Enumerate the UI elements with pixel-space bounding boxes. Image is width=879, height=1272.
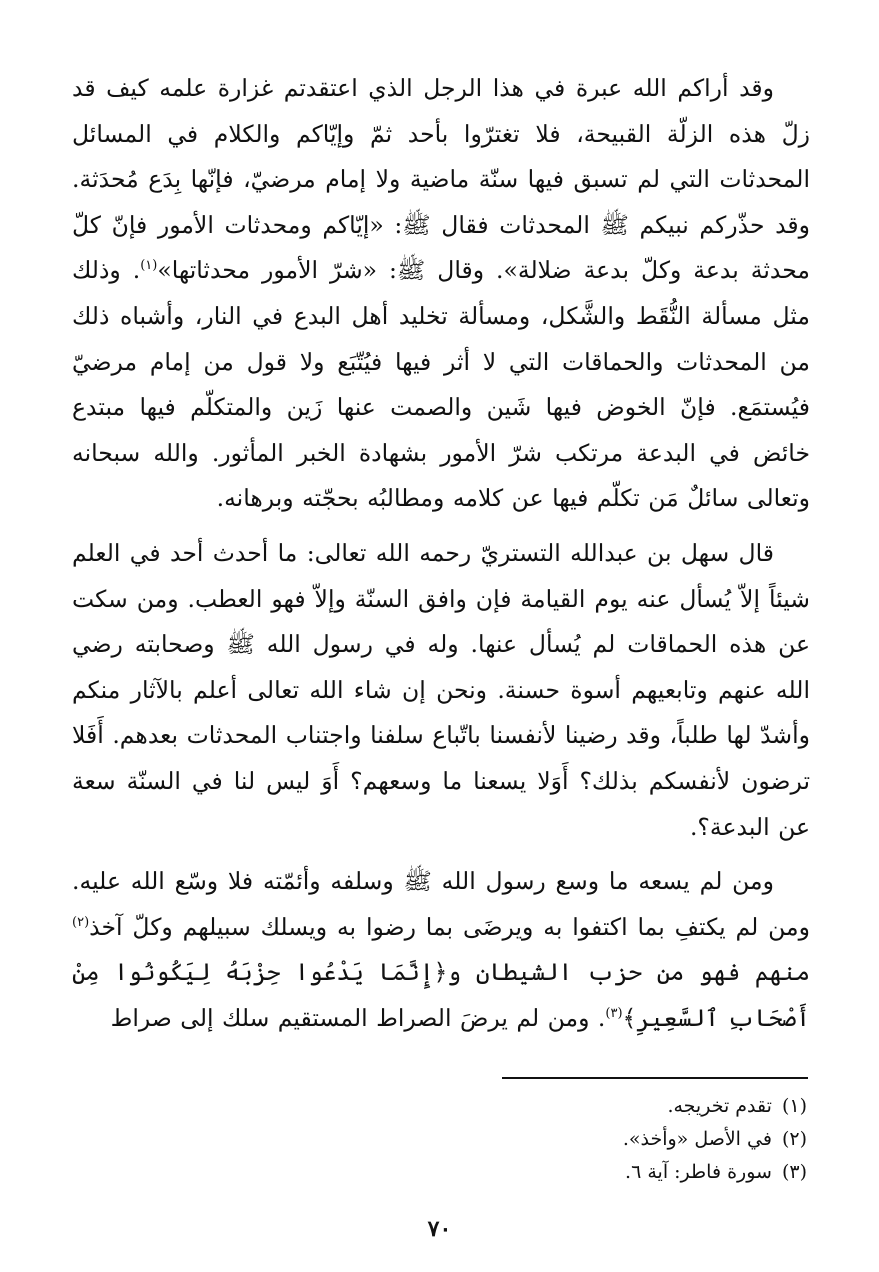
paragraph-3-text-after: . ومن لم يرضَ الصراط المستقيم سلك إلى صراط	[110, 1003, 606, 1032]
paragraph-3-text: ومن لم يسعه ما وسع رسول الله ﷺ وسلفه وأئمّته فلا وسّع الله عليه. ومن لم يكتفِ بما اكتفوا به ويرضَى بما رضوا به ويسلك سبيلهم وكلّ آخذ	[72, 867, 810, 941]
footnote-ref-1[interactable]: (١)	[140, 258, 158, 274]
footnote-3-text: سورة فاطر: آية ٦.	[625, 1161, 772, 1183]
paragraph-2-text: قال سهل بن عبدالله التستريّ رحمه الله تعالى: ما أحدث أحد في العلم شيئاً إلاّ يُسأل عنه يوم القيامة فإن وافق السنّة وإلاّ فهو العطب. ومن سكت عن هذه الحماقات لم يُسأل عنها. وله في رسول الله ﷺ وصحابته رضي الله عنهم وتابعيهم أسوة حسنة. ونحن إن شاء الله تعالى أعلم بالآثار منكم وأشدّ لها طلباً، وقد رضينا لأنفسنا باتّباع سلفنا واجتناب المحدثات بعدهم. أَفَلا ترضون لأنفسكم بذلك؟ أَوَلا يسعنا ما وسعهم؟ أَوَ ليس لنا في السنّة سعة عن البدعة؟.	[72, 538, 810, 841]
footnote-2	[387, 1123, 807, 1156]
paragraph-3	[72, 859, 810, 1041]
paragraph-2	[72, 531, 810, 850]
footnote-ref-3[interactable]: (٣)	[605, 1006, 623, 1022]
footnotes-list	[387, 1090, 807, 1189]
footnote-1	[387, 1090, 807, 1123]
paragraph-1-text: وقد أراكم الله عبرة في هذا الرجل الذي اعتقدتم غزارة علمه كيف قد زلّ هذه الزلّة القبيحة، فلا تغترّوا بأحد ثمّ وإيّاكم والكلام في المسائل المحدثات التي لم تسبق فيها سنّة ماضية ولا إمام مرضيّ، فإنّها بِدَع مُحدَثة. وقد حذّركم نبيكم ﷺ المحدثات فقال ﷺ: «إيّاكم ومحدثات الأمور فإنّ كلّ محدثة بدعة وكلّ بدعة ضلالة». وقال ﷺ: «شرّ الأمور محدثاتها»	[72, 74, 811, 285]
paragraph-1-text-after: . وذلك مثل مسألة النُّقَط والشَّكل، ومسألة تخليد أهل البدع في النار، وأشباه ذلك من المحدثات والحماقات التي لا أثر فيها فيُتّبَع ولا قول من إمام مرضيّ فيُستمَع. فإنّ الخوض فيها شَين والصمت عنها زَين والمتكلّم فيها مبتدع خائض في البدعة مرتكب شرّ الأمور بشهادة الخبر المأثور. والله سبحانه وتعالى سائلٌ مَن تكلّم فيها عن كلامه ومطالبُه بحجّته وبرهانه.	[72, 256, 810, 513]
footnote-2-number: (٢)	[781, 1128, 807, 1150]
footnote-3	[387, 1156, 807, 1189]
footnote-1-number: (١)	[781, 1095, 807, 1117]
footnote-2-text: في الأصل «وأخذ».	[622, 1128, 772, 1150]
footnote-1-text: تقدم تخريجه.	[667, 1095, 772, 1117]
main-text	[72, 66, 810, 1041]
paragraph-3-text-mid: منهم فهو من حزب الشيطان و﴿إِنَّمَا يَدْعُوا حِزْبَهُ لِيَكُونُوا مِنْ أَصْحَابِ ٱلسَّعِيرِ﴾	[72, 958, 810, 1032]
footnote-divider	[502, 1077, 808, 1079]
footnote-3-number: (٣)	[781, 1161, 807, 1183]
page-number: ٧٠	[427, 1216, 452, 1242]
paragraph-1	[72, 66, 810, 522]
footnote-ref-2[interactable]: (٢)	[72, 914, 90, 930]
